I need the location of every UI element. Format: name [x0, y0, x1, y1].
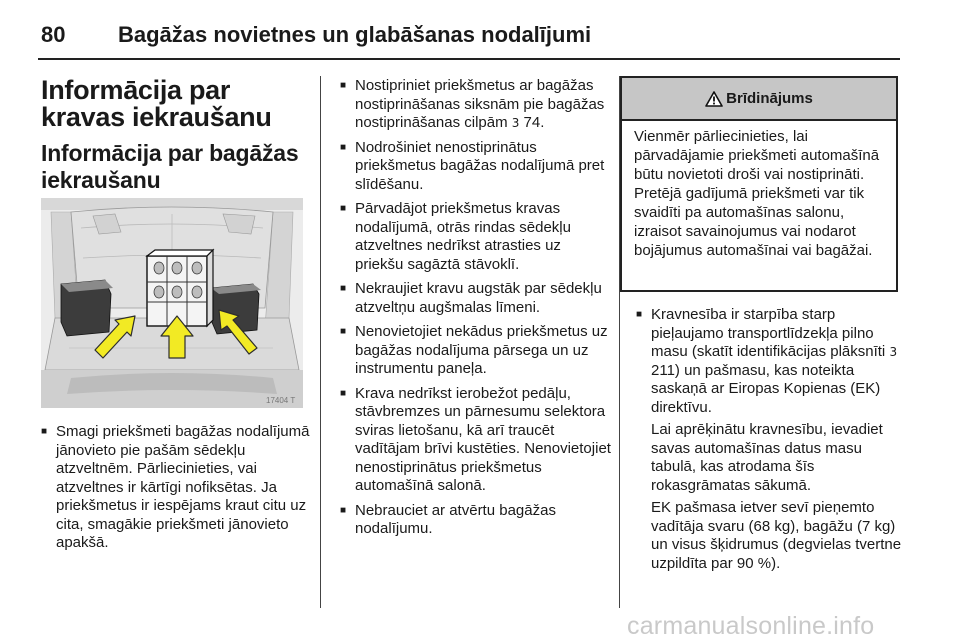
warning-text: Vienmēr pārliecinieties, lai pārvadājamie priekšmeti automašīnā būtu novietoti droši vai nostiprināti. Pretējā gadījumā priekšmeti var tik svaidīti pa automašīnas salonu, izraisot savainojumus vai nodarot bojājumus automašīnai vai bagāžai. [634, 128, 880, 259]
page-reference-icon: 3 [889, 345, 898, 359]
sub-heading: Informācija par bagāžas iekraušanu [41, 140, 299, 193]
warning-title: Brīdinājums [726, 90, 813, 107]
warning-triangle-icon [705, 91, 723, 107]
page-number: 80 [41, 22, 66, 47]
list-item [636, 306, 906, 573]
warning-box [620, 76, 898, 292]
column-divider [320, 76, 321, 608]
list-item-text: Nostipriniet priekšmetus ar bagāžas nostiprināšanas siksnām pie bagāžas nostiprināšanas cilpām [355, 77, 605, 131]
cargo-loading-illustration [41, 198, 303, 408]
list-item: ■ Krava nedrīkst ierobežot pedāļu, stāvbremzes un pārnesumu selektora sviras lietošanu, kā arī traucēt vadītājam brīvi kustēties. Nenovietojiet nenostiprinātus priekšmetus automašīnā salonā. [340, 385, 612, 496]
list-item [340, 77, 612, 133]
bullet-list-column-2 [340, 77, 612, 545]
page-reference-icon: 3 [511, 116, 520, 130]
list-item: ■ Pārvadājot priekšmetus kravas nodalījumā, otrās rindas sēdekļu atzveltnes nedrīkst atrasties uz priekšu sagāztā stāvoklī. [340, 200, 612, 274]
page-reference[interactable]: 211) un pašmasu, kas noteikta saskaņā ar Eiropas Kopienas (EK) direktīvu. [651, 361, 881, 416]
kerb-weight-paragraph: EK pašmasa ietver sevī pieņemto vadītāja svaru (68 kg), bagāžu (7 kg) un visus šķidrumus (degvielas tvertne uzpildīta par 90 %). [651, 499, 902, 572]
header-rule [38, 58, 900, 60]
payload-calculation-paragraph: Lai aprēķinātu kravnesību, ievadiet savas automašīnas datus masu tabulā, kas atrodama šīs rokasgrāmatas sākumā. [651, 421, 883, 494]
page-reference[interactable]: 74. [519, 114, 545, 131]
list-item: ■ Smagi priekšmeti bagāžas nodalījumā jānovieto pie pašām sēdekļu atzveltnēm. Pārliecinieties, vai atzveltnes ir kārtīgi nofiksētas. Ja priekšmetus ir iespējams kraut citu uz cita, smagākie priekšmeti jānovieto apakšā. [41, 423, 313, 553]
warning-header [622, 78, 896, 121]
watermark: carmanualsonline.info [627, 612, 875, 640]
figure-number: 17404 T [266, 396, 296, 405]
page-header-title: Bagāžas novietnes un glabāšanas nodalījumi [118, 22, 592, 47]
list-item: ■ Nenovietojiet nekādus priekšmetus uz bagāžas nodalījuma pārsega un uz instrumentu paneļa. [340, 323, 612, 379]
list-item: ■ Nebrauciet ar atvērtu bagāžas nodalījumu. [340, 502, 612, 539]
list-item-text: Kravnesība ir starpība starp pieļaujamo transportlīdzekļa pilno masu (skatīt identifikācijas plāksnīti [651, 306, 890, 360]
main-heading: Informācija par kravas iekraušanu [41, 75, 272, 132]
list-item: ■ Nodrošiniet nenostiprinātus priekšmetus bagāžas nodalījumā pret slīdēšanu. [340, 139, 612, 195]
bullet-list-column-3 [636, 306, 906, 579]
bullet-list-column-1 [41, 423, 313, 559]
list-item: ■ Nekraujiet kravu augstāk par sēdekļu atzveltņu augšmalas līmeni. [340, 280, 612, 317]
payload-definition [651, 306, 906, 417]
